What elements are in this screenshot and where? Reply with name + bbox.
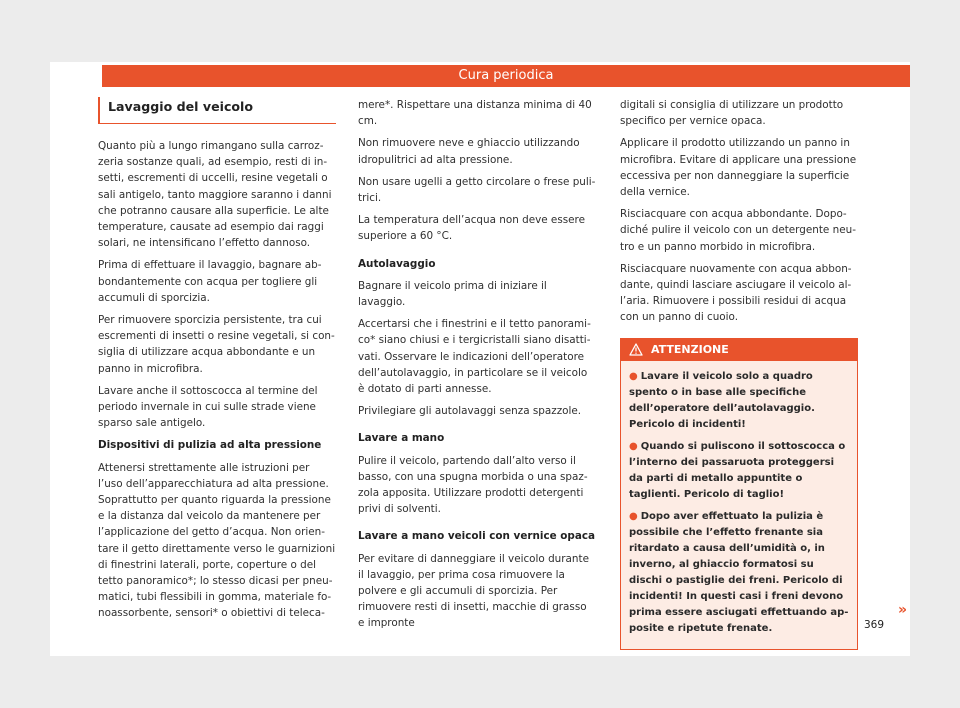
paragraph: mere*. Rispettare una distanza minima di 40 cm. xyxy=(358,99,592,128)
section-title-block xyxy=(98,97,336,124)
subheading-car-wash: Autolavaggio xyxy=(358,257,436,270)
column-left xyxy=(98,97,336,628)
paragraph: Applicare il prodotto utilizzando un panno in microfibra. Evitare di applicare una pressione eccessiva per non danneggiare la superficie della vernice. xyxy=(620,137,857,199)
subheading-high-pressure: Dispositivi di pulizia ad alta pressione xyxy=(98,439,322,452)
bullet-icon: ● xyxy=(629,510,638,522)
subheading-matte-paint: Lavare a mano veicoli con vernice opaca xyxy=(358,530,596,543)
paragraph: La temperatura dell’acqua non deve essere superiore a 60 °C. xyxy=(358,214,585,243)
warning-body xyxy=(621,361,857,649)
paragraph: Attenersi strettamente alle istruzioni per l’uso dell’apparecchiatura ad alta pressione. Soprattutto per quanto riguarda la pressione e la distanza dal veicolo da mantenere per l’applicazione del getto d’acqua. Non orientare il getto direttamente verso le guarnizioni di finestrini laterali, porte, coperture o del tetto panoramico*; lo stesso dicasi per pneumatici, tubi flessibili in gomma, materiale fonoassorbente, sensori* o obiettivi di teleca- xyxy=(98,461,336,620)
chapter-header: Cura periodica xyxy=(102,65,910,87)
paragraph: Privilegiare gli autolavaggi senza spazzole. xyxy=(358,405,582,418)
paragraph: Per evitare di danneggiare il veicolo durante il lavaggio, per prima cosa rimuovere la polvere e gli accumuli di sporcizia. Per rimuovere resti di insetti, macchie di grasso e impronte xyxy=(358,552,589,630)
warning-box xyxy=(620,338,858,650)
manual-page xyxy=(50,62,910,656)
paragraph: Non rimuovere neve e ghiaccio utilizzando idropulitrici ad alta pressione. xyxy=(358,137,580,166)
bullet-icon: ● xyxy=(629,440,638,452)
column-middle xyxy=(358,97,596,638)
paragraph: Non usare ugelli a getto circolare o frese pulitrici. xyxy=(358,175,596,205)
paragraph: Risciacquare con acqua abbondante. Dopodiché pulire il veicolo con un detergente neutro e un panno morbido in microfibra. xyxy=(620,208,856,253)
warning-header xyxy=(621,339,857,361)
paragraph: Pulire il veicolo, partendo dall’alto verso il basso, con una spugna morbida o una spazzola apposita. Utilizzare prodotti detergenti privi di solventi. xyxy=(358,454,588,516)
paragraph: digitali si consiglia di utilizzare un prodotto specifico per vernice opaca. xyxy=(620,99,844,128)
paragraph: Risciacquare nuovamente con acqua abbondante, quindi lasciare asciugare il veicolo all’aria. Rimuovere i possibili residui di acqua con un panno di cuoio. xyxy=(620,262,852,324)
warning-item: ● Dopo aver effettuato la pulizia è possibile che l’effetto frenante sia ritardato a causa dell’umidità o, in inverno, al ghiaccio formatosi su dischi o pastiglie dei freni. Pericolo di incidenti! In questi casi i freni devono prima essere asciugati effettuando apposite e ripetute frenate. xyxy=(629,510,849,634)
bullet-icon: ● xyxy=(629,370,638,382)
warning-item: ● Lavare il veicolo solo a quadro spento o in base alle specifiche dell’operatore dell’autolavaggio. Pericolo di incidenti! xyxy=(629,370,815,430)
paragraph: Quanto più a lungo rimangano sulla carrozzeria sostanze quali, ad esempio, resti di insetti, escrementi di uccelli, resine vegetali o sali antigelo, tanto maggiore saranno i danni che potranno causare alla superficie. Le alte temperature, causate ad esempio dai raggi solari, ne intensificano l’effetto dannoso. xyxy=(98,140,332,250)
paragraph: Accertarsi che i finestrini e il tetto panoramico* siano chiusi e i tergicristalli siano disattivati. Osservare le indicazioni dell’operatore dell’autolavaggio, in particolare se il veicolo è dotato di parti annesse. xyxy=(358,318,591,396)
page-number: 369 xyxy=(863,619,884,631)
warning-item: ● Quando si puliscono il sottoscocca o l’interno dei passaruota proteggersi da parti di metallo appuntite o taglienti. Pericolo di taglio! xyxy=(629,440,846,500)
paragraph: Per rimuovere sporcizia persistente, tra cui escrementi di insetti o resine vegetali, si consiglia di utilizzare acqua abbondante e un panno in microfibra. xyxy=(98,314,335,375)
warning-title: ATTENZIONE xyxy=(651,342,729,356)
paragraph: Bagnare il veicolo prima di iniziare il lavaggio. xyxy=(358,279,547,309)
section-title: Lavaggio del veicolo xyxy=(108,99,254,114)
column-right xyxy=(620,97,858,650)
paragraph: Prima di effettuare il lavaggio, bagnare abbondantemente con acqua per togliere gli accumuli di sporcizia. xyxy=(98,259,322,304)
paragraph: Lavare anche il sottoscocca al termine del periodo invernale in cui sulle strade viene sparso sale antigelo. xyxy=(98,384,318,430)
subheading-hand-wash: Lavare a mano xyxy=(358,432,445,445)
warning-triangle-icon xyxy=(629,343,643,356)
continue-arrow-icon: » xyxy=(898,602,908,618)
